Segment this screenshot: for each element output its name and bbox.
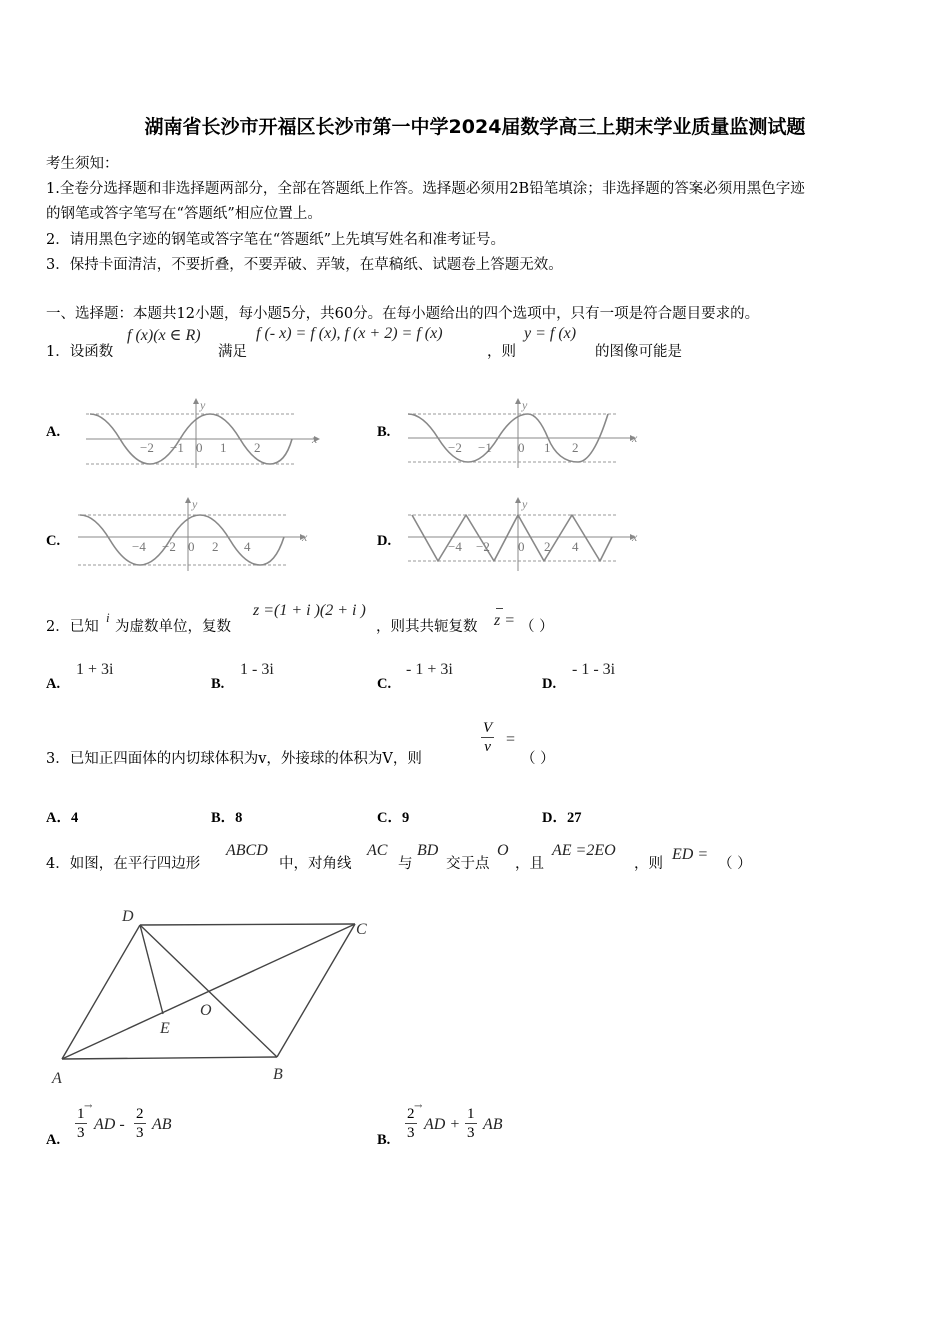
q2-option-b-label: B. — [211, 676, 225, 692]
q1-graph-c-tick-2: 2 — [212, 539, 219, 554]
q4-option-a-frac-2-num: 2 — [136, 1106, 144, 1122]
q1-graph-d — [408, 497, 648, 573]
q1-graph-d-axis-x: x — [632, 530, 638, 544]
q3-paren: （ ） — [521, 751, 555, 767]
q2-option-c-value: - 1 + 3i — [406, 661, 453, 678]
q1-graph-a-axis-x: x — [312, 432, 318, 446]
q4-text-1: 4．如图，在平行四边形 — [46, 856, 201, 872]
q1-graph-c-axis-y: y — [192, 497, 198, 511]
q2-z-expression: z =(1 + i )(2 + i ) — [253, 602, 366, 619]
q1-graph-a-tick-0: 0 — [196, 440, 203, 455]
q3-fraction-num: V — [483, 720, 493, 736]
q2-conjugate-bar — [496, 608, 503, 609]
q4-text-5: ，且 — [515, 856, 544, 872]
q4-option-b-term-2: AB — [483, 1116, 503, 1133]
q1-suffix: 的图像可能是 — [595, 344, 682, 360]
q3-option-c: C．9 — [377, 810, 410, 826]
q1-graph-b-axis-y: y — [522, 398, 528, 412]
q1-option-a-label: A. — [46, 424, 61, 440]
q4-text-4: 交于点 — [446, 856, 490, 872]
q3-option-b: B．8 — [211, 810, 243, 826]
q1-graph-c-tick-0: 0 — [188, 539, 195, 554]
q1-graph-d-tick-m4: −4 — [448, 539, 462, 554]
notice-heading: 考生须知： — [46, 156, 119, 172]
q4-option-b-label: B. — [377, 1132, 391, 1148]
q1-option-c-label: C. — [46, 533, 61, 549]
q4-figure-label-c: C — [356, 921, 367, 938]
q4-bd: BD — [417, 842, 439, 859]
q3-equals: = — [506, 731, 516, 748]
q4-text-3: 与 — [398, 856, 413, 872]
q3-fraction — [481, 719, 494, 756]
q4-text-6: ，则 — [634, 856, 663, 872]
q1-option-b-label: B. — [377, 424, 391, 440]
q1-y-fx: y = f (x) — [524, 325, 577, 342]
notice-item-2: 2．请用黑色字迹的钢笔或答字笔在“答题纸”上先填写姓名和准考证号。 — [46, 232, 506, 248]
q1-prefix: 1．设函数 — [46, 344, 114, 360]
q1-condition: f (- x) = f (x), f (x + 2) = f (x) — [256, 325, 443, 342]
q2-mid: 为虚数单位，复数 — [115, 619, 231, 635]
q1-graph-b-axis-x: x — [632, 431, 638, 445]
q1-graph-b-tick-m2: −2 — [448, 440, 462, 455]
q4-option-a-frac-1-num: 1 — [77, 1106, 85, 1122]
q1-graph-b-tick-m1: −1 — [478, 440, 492, 455]
q2-option-c-label: C. — [377, 676, 392, 692]
q2-option-a-label: A. — [46, 676, 61, 692]
q1-graph-d-tick-4: 4 — [572, 539, 579, 554]
q4-option-b-frac-2 — [465, 1105, 477, 1142]
q4-ed: ED = — [672, 846, 709, 863]
q4-option-b-frac-1-den: 3 — [407, 1125, 415, 1141]
q4-option-b-frac-1-num: 2 — [407, 1106, 415, 1122]
q2-option-d-value: - 1 - 3i — [572, 661, 616, 678]
q4-option-a-frac-2 — [134, 1105, 146, 1142]
q4-option-a-term-1: AD - — [94, 1116, 125, 1133]
q3-text: 3．已知正四面体的内切球体积为v，外接球的体积为V，则 — [46, 751, 422, 767]
q2-option-d-label: D. — [542, 676, 557, 692]
q1-mid: 满足 — [218, 344, 247, 360]
vector-arrow-icon: → — [84, 1101, 93, 1112]
q1-graph-c — [78, 497, 318, 573]
notice-item-1-line-1: 1.全卷分选择题和非选择题两部分，全部在答题纸上作答。选择题必须用2B铅笔填涂；非选择题的答案必须用黑色字迹 — [46, 181, 805, 197]
q1-graph-a-tick-2: 2 — [254, 440, 261, 455]
q4-condition: AE =2EO — [552, 842, 616, 859]
q4-figure-label-o: O — [200, 1002, 212, 1019]
q1-graph-d-axis-y: y — [522, 497, 528, 511]
q4-parallelogram-figure — [40, 900, 380, 1090]
notice-item-1-line-2: 的钢笔或答字笔写在“答题纸”相应位置上。 — [46, 206, 322, 222]
q1-graph-c-tick-m4: −4 — [132, 539, 146, 554]
q4-option-a-frac-2-den: 3 — [136, 1125, 144, 1141]
vector-arrow-icon: → — [414, 1101, 423, 1112]
q4-option-b-term-1: AD + — [424, 1116, 461, 1133]
q2-imag-unit: i — [106, 610, 110, 625]
q1-graph-b-tick-1: 1 — [544, 440, 551, 455]
q4-o: O — [497, 842, 509, 859]
q4-figure-label-d: D — [122, 908, 134, 925]
q1-function-def: f (x)(x ∈ R) — [127, 327, 201, 344]
q1-graph-a-tick-m1: −1 — [170, 440, 184, 455]
q4-option-a-label: A. — [46, 1132, 61, 1148]
q1-graph-a-axis-y: y — [200, 398, 206, 412]
q1-graph-c-axis-x: x — [302, 530, 308, 544]
q1-graph-d-tick-m2: −2 — [476, 539, 490, 554]
q4-abcd: ABCD — [226, 842, 268, 859]
q1-graph-a — [86, 398, 326, 470]
q1-graph-c-tick-m2: −2 — [162, 539, 176, 554]
q1-graph-b-tick-0: 0 — [518, 440, 525, 455]
q2-z-conjugate: z = — [494, 612, 516, 629]
q1-graph-b — [408, 398, 648, 470]
notice-item-3: 3．保持卡面清洁，不要折叠，不要弄破、弄皱，在草稿纸、试题卷上答题无效。 — [46, 257, 563, 273]
q3-option-d: D．27 — [542, 810, 582, 826]
q1-graph-c-tick-4: 4 — [244, 539, 251, 554]
q4-figure-label-e: E — [160, 1020, 170, 1037]
page-title: 湖南省长沙市开福区长沙市第一中学2024届数学高三上期末学业质量监测试题 — [144, 116, 806, 138]
q2-prefix: 2．已知 — [46, 619, 99, 635]
q1-graph-b-tick-2: 2 — [572, 440, 579, 455]
q4-option-b-frac-2-den: 3 — [467, 1125, 475, 1141]
q4-ac: AC — [367, 842, 388, 859]
q2-paren: （ ） — [520, 619, 554, 635]
q3-fraction-den: v — [484, 739, 491, 755]
q2-option-a-value: 1 + 3i — [76, 661, 114, 678]
q4-figure-label-b: B — [273, 1066, 283, 1083]
q2-option-b-value: 1 - 3i — [240, 661, 274, 678]
q4-paren: （ ） — [718, 856, 752, 872]
q4-option-b-frac-2-num: 1 — [467, 1106, 475, 1122]
q1-graph-d-tick-0: 0 — [518, 539, 525, 554]
q1-graph-d-tick-2: 2 — [544, 539, 551, 554]
q1-graph-a-tick-1: 1 — [220, 440, 227, 455]
section-heading: 一、选择题：本题共12小题，每小题5分，共60分。在每小题给出的四个选项中，只有一项是符合题目要求的。 — [46, 306, 760, 322]
q1-option-d-label: D. — [377, 533, 392, 549]
q4-text-2: 中，对角线 — [279, 856, 352, 872]
q2-tail: ，则其共轭复数 — [376, 619, 478, 635]
q3-option-a: A．4 — [46, 810, 79, 826]
q4-option-a-term-2: AB — [152, 1116, 172, 1133]
q4-figure-label-a: A — [52, 1070, 62, 1087]
q1-then: ，则 — [487, 344, 516, 360]
q1-graph-a-tick-m2: −2 — [140, 440, 154, 455]
q4-option-a-frac-1-den: 3 — [77, 1125, 85, 1141]
